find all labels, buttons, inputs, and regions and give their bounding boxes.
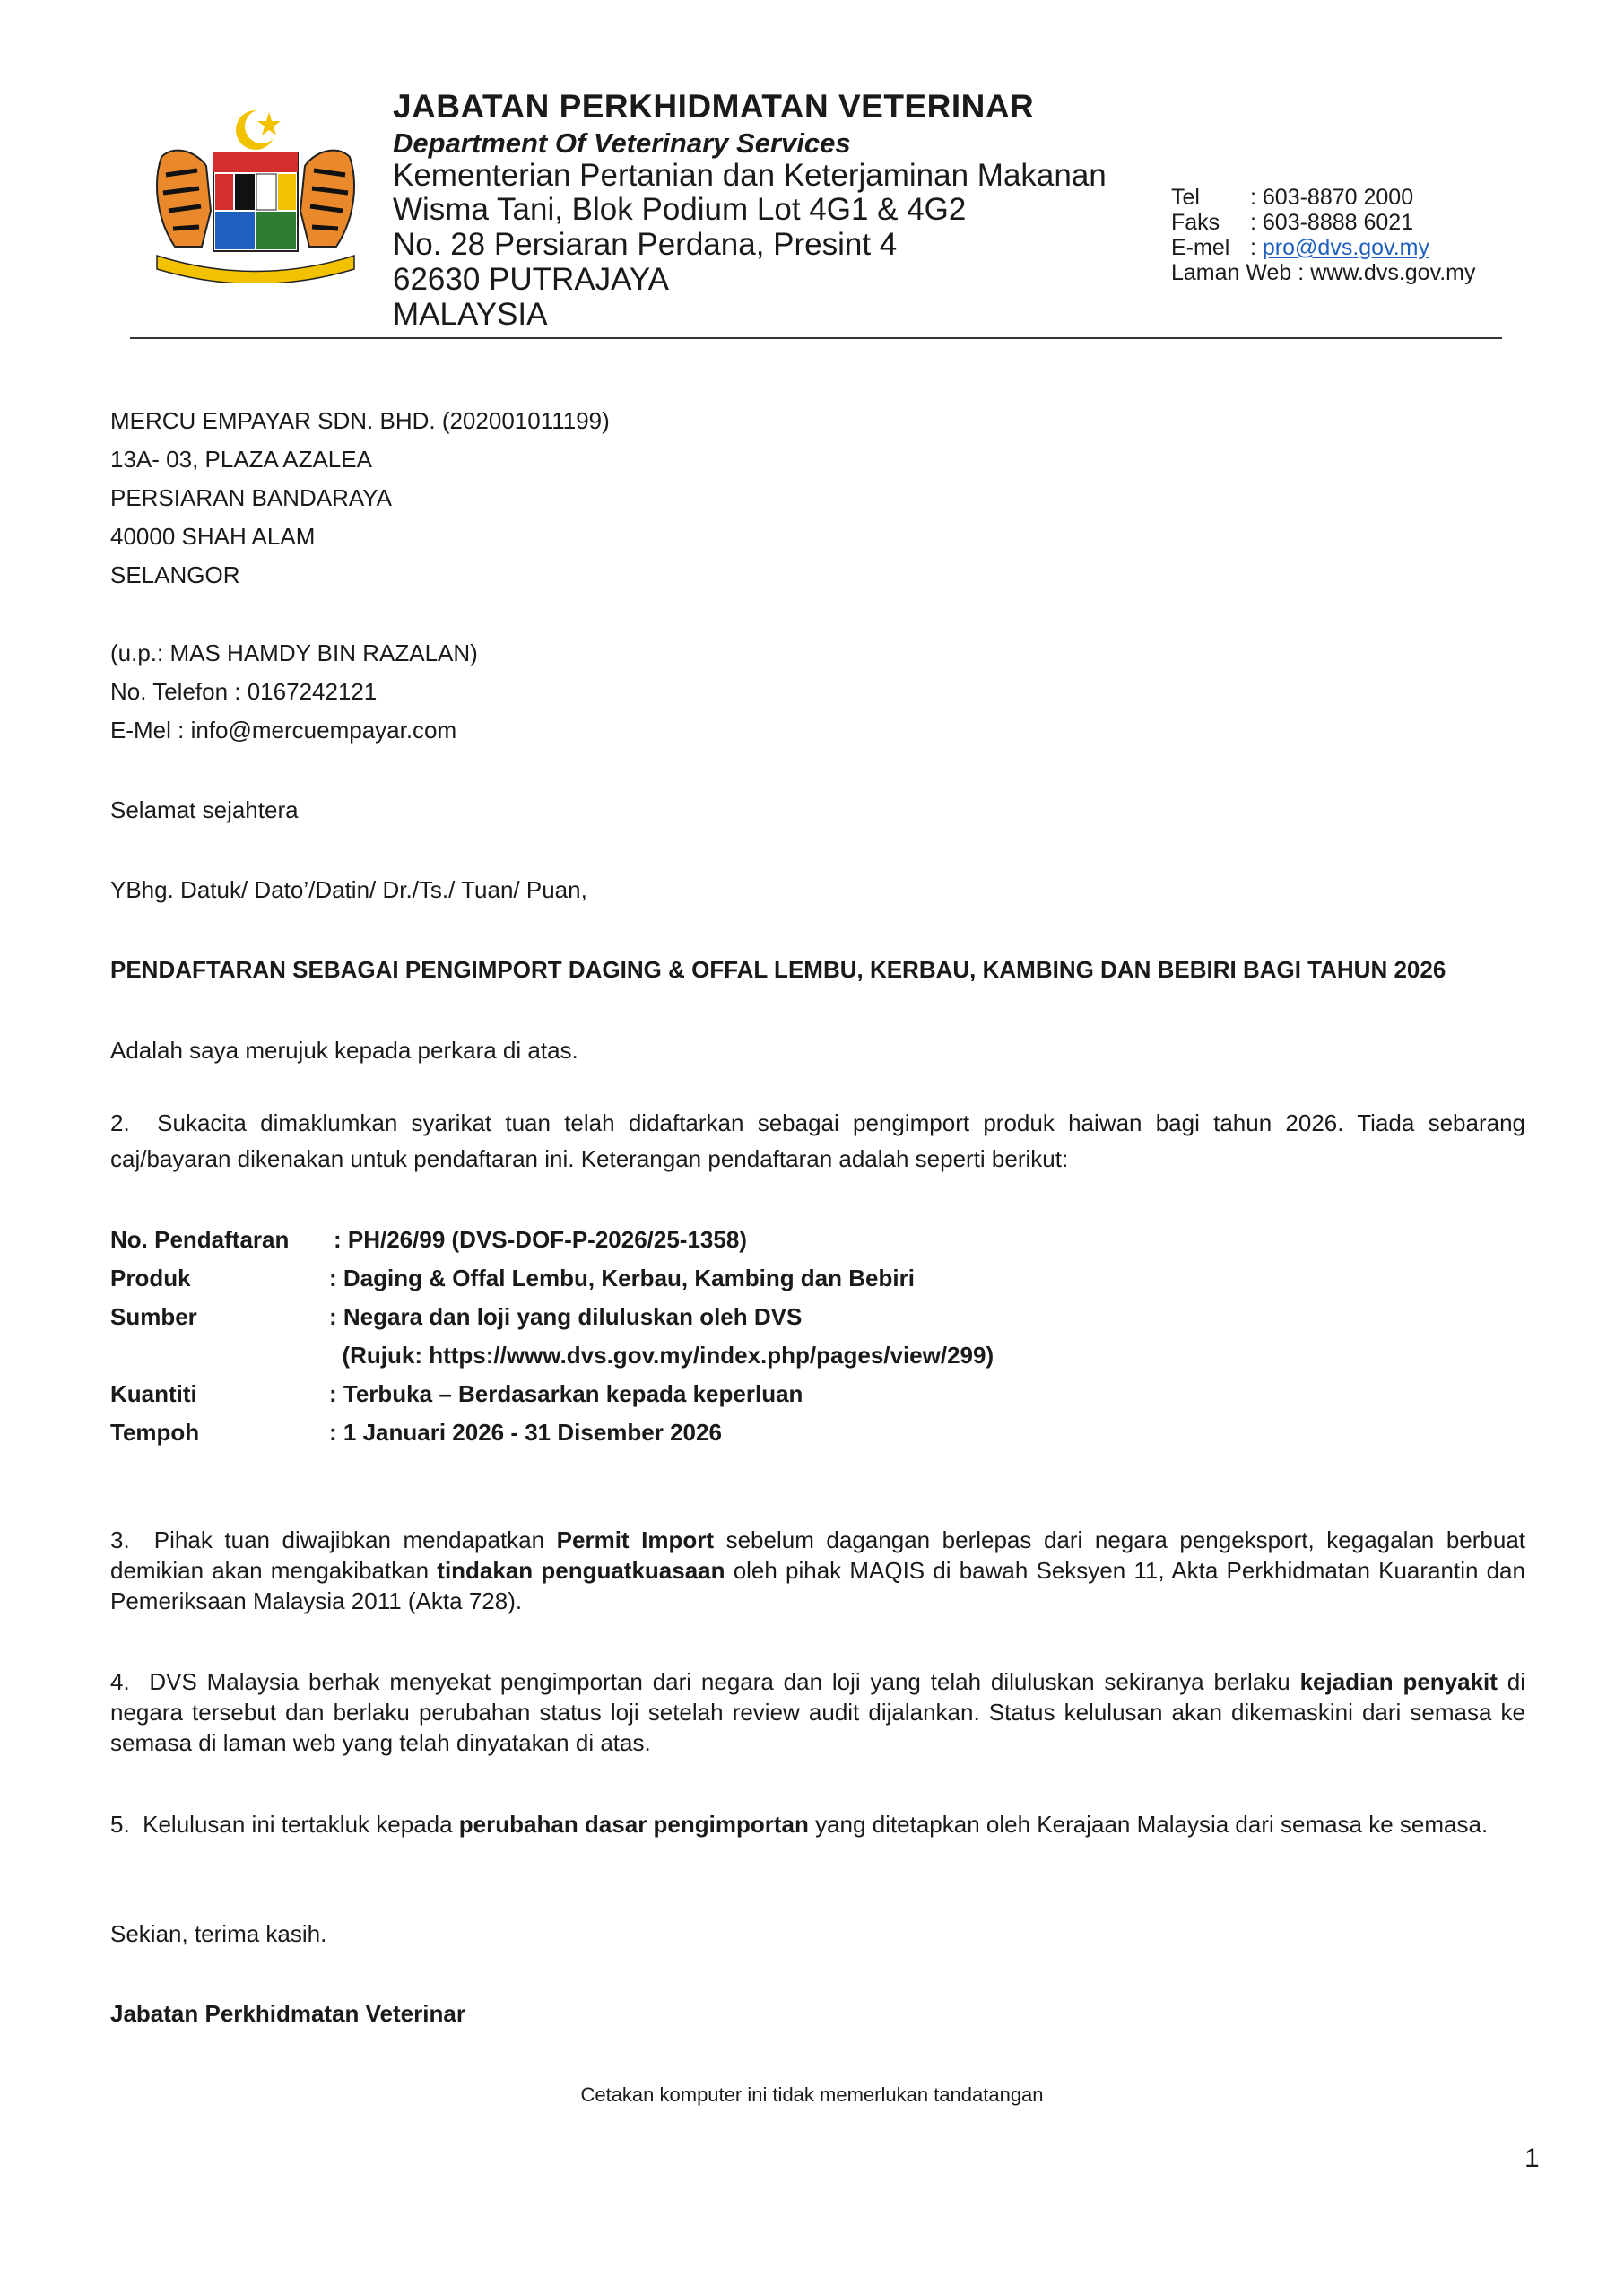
contact-fax: Faks : 603-8888 6021 [1171,210,1414,235]
detail-label: No. Pendaftaran [110,1226,290,1253]
letterhead-line: No. 28 Persiaran Perdana, Presint 4 [393,227,898,262]
detail-label: Sumber [110,1303,197,1330]
recipient-phone: No. Telefon : 0167242121 [110,678,378,705]
paragraph-3: 3. Pihak tuan diwajibkan mendapatkan Permit Import sebelum dagangan berlepas dari negara pengeksport, kegagalan berbuat demikian akan mengakibatkan tindakan penguatkuasaan oleh pihak MAQIS di bawah Seksyen 11, Akta Perkhidmatan Kuarantin dan Pemeriksaan Malaysia 2011 (Akta 728). [110,1526,1526,1614]
detail-label: Tempoh [110,1419,200,1446]
salutation: YBhg. Datuk/ Dato’/Datin/ Dr./Ts./ Tuan/ Puan, [110,876,587,903]
recipient-company: MERCU EMPAYAR SDN. BHD. (202001011199) [110,407,610,434]
contact-tel: Tel : 603-8870 2000 [1171,185,1414,210]
letterhead-line: 62630 PUTRAJAYA [393,262,670,297]
detail-value: : PH/26/99 (DVS-DOF-P-2026/25-1358) [334,1226,747,1253]
letterhead-line: MALAYSIA [393,297,548,332]
recipient-attention: (u.p.: MAS HAMDY BIN RAZALAN) [110,639,478,666]
detail-value: : Daging & Offal Lembu, Kerbau, Kambing dan Bebiri [329,1265,915,1292]
detail-label: Kuantiti [110,1380,197,1407]
department-subtitle: Department Of Veterinary Services [393,127,851,159]
recipient-address-line: PERSIARAN BANDARAYA [110,484,393,511]
paragraph-4: 4. DVS Malaysia berhak menyekat pengimportan dari negara dan loji yang telah diluluskan sekiranya berlaku kejadian penyakit di negara tersebut dan berlaku perubahan status loji setelah review audit dijalankan. Status kelulusan akan dikemaskini dari semasa ke semasa di laman web yang telah dinyatakan di atas. [110,1668,1525,1756]
recipient-address-line: 13A- 03, PLAZA AZALEA [110,446,372,473]
greeting: Selamat sejahtera [110,796,299,823]
email-link[interactable]: pro@dvs.gov.my [1262,235,1429,260]
intro-paragraph: Adalah saya merujuk kepada perkara di atas. [110,1037,578,1064]
detail-label: Produk [110,1265,191,1292]
detail-value-reference: (Rujuk: https://www.dvs.gov.my/index.php/pages/view/299) [329,1342,994,1369]
recipient-address-line: 40000 SHAH ALAM [110,523,316,550]
paragraph-2: 2. Sukacita dimaklumkan syarikat tuan telah didaftarkan sebagai pengimport produk haiwan bagi tahun 2026. Tiada sebarang caj/bayaran dikenakan untuk pendaftaran ini. Keterangan pendaftaran adalah seperti berikut: [110,1109,1525,1172]
subject-line: PENDAFTARAN SEBAGAI PENGIMPORT DAGING & OFFAL LEMBU, KERBAU, KAMBING DAN BEBIRI BAGI TAHUN 2026 [110,956,1446,983]
page-number: 1 [1524,2144,1540,2173]
letterhead-divider [130,337,1502,339]
footer-note: Cetakan komputer ini tidak memerlukan tandatangan [580,2083,1044,2106]
recipient-email: E-Mel : info@mercuempayar.com [110,717,457,744]
letterhead-line: Kementerian Pertanian dan Keterjaminan Makanan [393,158,1107,193]
letterhead-line: Wisma Tani, Blok Podium Lot 4G1 & 4G2 [393,192,967,227]
recipient-address-line: SELANGOR [110,561,240,588]
closing: Sekian, terima kasih. [110,1920,327,1947]
contact-web: Laman Web : www.dvs.gov.my [1171,260,1476,285]
detail-value: : 1 Januari 2026 - 31 Disember 2026 [329,1419,722,1446]
detail-value: : Negara dan loji yang diluluskan oleh DVS [329,1303,803,1330]
signoff: Jabatan Perkhidmatan Veterinar [110,2000,465,2027]
department-title: JABATAN PERKHIDMATAN VETERINAR [393,88,1035,125]
detail-value: : Terbuka – Berdasarkan kepada keperluan [329,1380,803,1407]
paragraph-5: 5. Kelulusan ini tertakluk kepada perubahan dasar pengimportan yang ditetapkan oleh Kerajaan Malaysia dari semasa ke semasa. [110,1811,1489,1838]
contact-email: E-mel : pro@dvs.gov.my [1171,235,1429,260]
malaysia-coat-of-arms-icon [143,103,368,283]
